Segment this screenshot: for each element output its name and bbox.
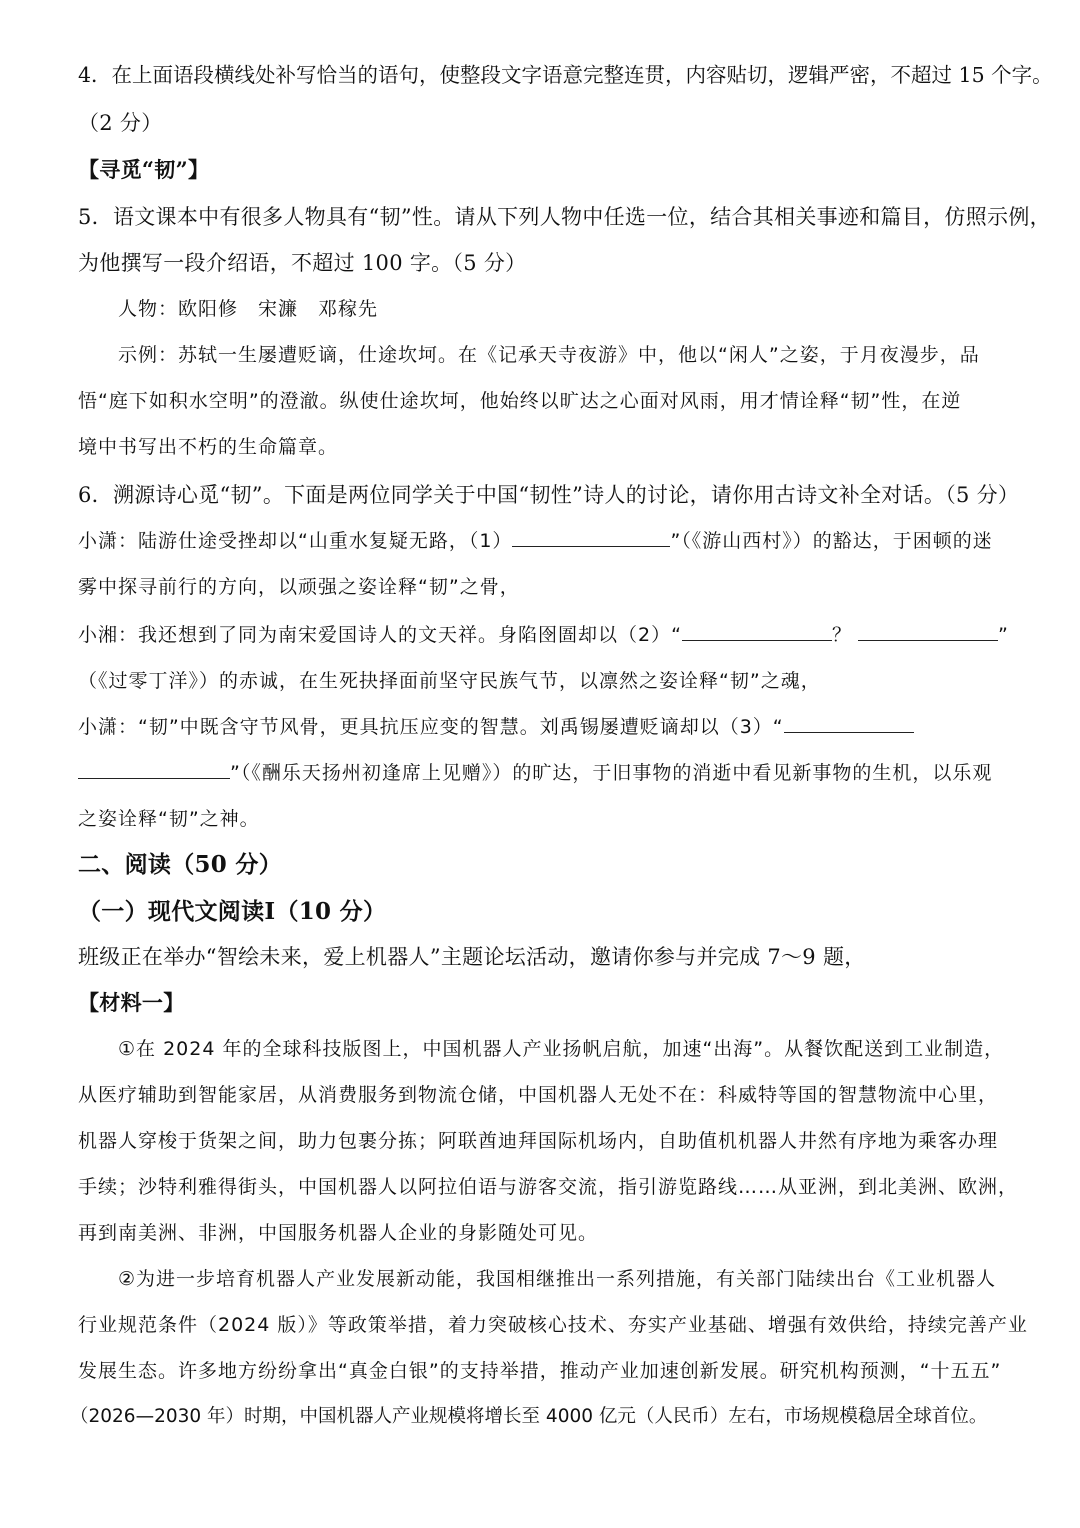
dialogue-2-start: 小湘：我还想到了同为南宋爱国诗人的文天祥。身陷囹圄却以（2）“: [78, 624, 682, 646]
material-p1-line3: 机器人穿梭于货架之间，助力包裹分拣；阿联酋迪拜国际机场内，自助值机机器人井然有序地为乘客办理: [78, 1130, 999, 1152]
q5-example-line1: 示例：苏轼一生屡遭贬谪，仕途坎坷。在《记承天寺夜游》中，他以“闲人”之姿，于月夜漫步，品: [118, 344, 980, 366]
q5-example-line2: 悟“庭下如积水空明”的澄澈。纵使仕途坎坷，他始终以旷达之心面对风雨，用才情诠释“韧”性，在逆: [78, 390, 962, 412]
q5-example-line3: 境中书写出不朽的生命篇章。: [78, 436, 339, 458]
dialogue-3: [78, 712, 914, 742]
answer-blank-2b[interactable]: [858, 620, 998, 641]
answer-blank-2a[interactable]: [682, 620, 832, 641]
material-p1-line5: 再到南美洲、非洲，中国服务机器人企业的身影随处可见。: [78, 1222, 599, 1244]
q4-line2: （2 分）: [78, 111, 163, 135]
material-one-heading: 【材料一】: [78, 990, 185, 1015]
dialogue-2: [78, 620, 1009, 650]
dialogue-1-start: 小潇：陆游仕途受挫却以“山重水复疑无路，（1）: [78, 530, 513, 552]
dialogue-3-cont: [78, 758, 992, 788]
dialogue-3-end: 之姿诠释“韧”之神。: [78, 808, 260, 830]
material-p1-line4: 手续；沙特利雅得街头，中国机器人以阿拉伯语与游客交流，指引游览路线……从亚洲，到北美洲、欧洲，: [78, 1176, 1019, 1198]
dialogue-3-middle: ”（《酬乐天扬州初逢席上见赠》）的旷达，于旧事物的消逝中看见新事物的生机，以乐观: [230, 762, 993, 784]
q6-line1: 6．溯源诗心觅“韧”。下面是两位同学关于中国“韧性”诗人的讨论，请你用古诗文补全对话。（5 分）: [78, 483, 1020, 507]
dialogue-1-cont: 雾中探寻前行的方向，以顽强之姿诠释“韧”之骨，: [78, 576, 520, 598]
answer-blank-3a[interactable]: [784, 712, 914, 733]
dialogue-3-start: 小潇：“韧”中既含守节风骨，更具抗压应变的智慧。刘禹锡屡遭贬谪却以（3）“: [78, 716, 784, 738]
answer-blank-1[interactable]: [512, 526, 670, 547]
reading-intro: 班级正在举办“智绘未来，爱上机器人”主题论坛活动，邀请你参与并完成 7～9 题，: [78, 945, 866, 969]
section-heading-seek: 【寻觅“韧”】: [78, 157, 210, 182]
dialogue-1-end: ”（《游山西村》）的豁达，于困顿的迷: [670, 530, 993, 552]
reading-section-title: 二、阅读（50 分）: [78, 851, 283, 878]
dialogue-2-question-mark: ？: [831, 624, 852, 646]
answer-blank-3b[interactable]: [78, 758, 230, 779]
material-p2-line3: 发展生态。许多地方纷纷拿出“真金白银”的支持举措，推动产业加速创新发展。研究机构预测，“十五五”: [78, 1360, 1002, 1382]
material-p2-line4: （2026—2030 年）时期，中国机器人产业规模将增长至 4000 亿元（人民币）左右，市场规模稳居全球首位。: [70, 1406, 988, 1427]
q4-line1: 4．在上面语段横线处补写恰当的语句，使整段文字语意完整连贯，内容贴切，逻辑严密，不超过 15 个字。: [78, 63, 1053, 87]
material-p1-line1: ①在 2024 年的全球科技版图上，中国机器人产业扬帆启航，加速“出海”。从餐饮配送到工业制造，: [118, 1038, 1005, 1060]
q5-line1: 5．语文课本中有很多人物具有“韧”性。请从下列人物中任选一位，结合其相关事迹和篇目，仿照示例，: [78, 205, 1051, 229]
q5-line2: 为他撰写一段介绍语，不超过 100 字。（5 分）: [78, 251, 527, 275]
material-p2-line2: 行业规范条件（2024 版）》等政策举措，着力突破核心技术、夯实产业基础、增强有效供给，持续完善产业: [78, 1314, 1028, 1336]
dialogue-2-cont: （《过零丁洋》）的赤诚，在生死抉择面前坚守民族气节，以凛然之姿诠释“韧”之魂，: [78, 670, 821, 692]
dialogue-2-close-quote: ”: [997, 624, 1009, 646]
q5-people: 人物：欧阳修 宋濂 邓稼先: [118, 298, 379, 320]
material-p2-line1: ②为进一步培育机器人产业发展新动能，我国相继推出一系列措施，有关部门陆续出台《工业机器人: [118, 1268, 997, 1290]
reading-subsection-title: （一）现代文阅读Ⅰ（10 分）: [78, 898, 387, 925]
material-p1-line2: 从医疗辅助到智能家居，从消费服务到物流仓储，中国机器人无处不在：科威特等国的智慧物流中心里，: [78, 1084, 999, 1106]
dialogue-1: [78, 526, 993, 556]
